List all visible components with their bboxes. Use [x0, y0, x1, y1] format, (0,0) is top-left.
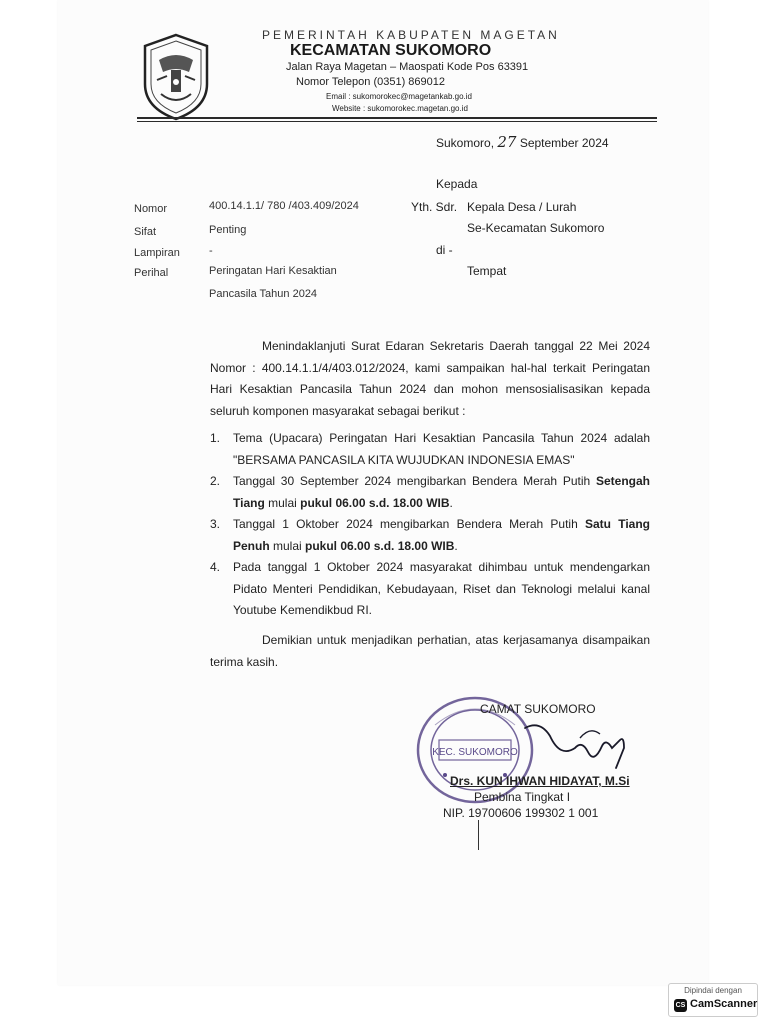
camscanner-caption: Dipindai dengan: [684, 986, 742, 995]
recipient-name: Kepala Desa / Lurah: [467, 200, 577, 214]
stamp-label: KEC. SUKOMORO: [432, 747, 518, 758]
letterhead-phone: Nomor Telepon (0351) 869012: [296, 76, 446, 88]
list-item-text: Tema (Upacara) Peringatan Hari Kesaktian Pancasila Tahun 2024 adalah "BERSAMA PANCASILA KITA WUJUDKAN INDONESIA EMAS": [233, 431, 650, 467]
list-item-emphasis: pukul 06.00 s.d. 18.00 WIB: [305, 538, 455, 553]
meta-label-lampiran: Lampiran: [134, 247, 180, 259]
meta-value-perihal-line2: Pancasila Tahun 2024: [209, 288, 318, 300]
list-item: [210, 428, 650, 471]
letterhead-office: KECAMATAN SUKOMORO: [290, 42, 492, 59]
letterhead-website: Website : sukomorokec.magetan.go.id: [332, 104, 468, 113]
recipient-di: di -: [436, 243, 453, 257]
meta-value-nomor: 400.14.1.1/ 780 /403.409/2024: [209, 200, 359, 212]
letterhead-rule-thin: [137, 121, 657, 122]
list-item-number: 1.: [210, 431, 221, 445]
meta-value-sifat: Penting: [209, 224, 247, 236]
date-day-handwritten: 27: [497, 133, 517, 151]
list-item-text: mulai: [269, 538, 306, 553]
date-month-year: September 2024: [519, 136, 609, 150]
list-item-emphasis: pukul 06.00 s.d. 18.00 WIB: [300, 495, 450, 510]
list-item-text: Tanggal 30 September 2024 mengibarkan Bendera Merah Putih: [233, 474, 596, 488]
meta-label-sifat: Sifat: [134, 226, 157, 238]
letter-date: [436, 133, 609, 151]
closing-text: Demikian untuk menjadikan perhatian, atas kerjasamanya disampaikan terima kasih.: [210, 633, 650, 669]
closing-paragraph: [210, 630, 650, 673]
signatory-name: Drs. KUN IHWAN HIDAYAT, M.Si: [450, 774, 630, 788]
meta-label-perihal: Perihal: [134, 267, 169, 279]
list-item-text: Tanggal 1 Oktober 2024 mengibarkan Bendera Merah Putih: [233, 517, 585, 531]
list-item-number: 3.: [210, 517, 221, 531]
list-item-text: mulai: [264, 495, 301, 510]
signature-pen-stroke: [478, 820, 479, 850]
recipient-place: Tempat: [467, 264, 507, 278]
list-item: [210, 557, 650, 622]
camscanner-name: CamScanner: [690, 998, 758, 1010]
list-item-text: .: [454, 538, 458, 553]
recipient-scope: Se-Kecamatan Sukomoro: [467, 221, 605, 235]
recipient-kepada: Kepada: [436, 177, 478, 191]
instruction-list: [210, 428, 650, 622]
list-item-text: Pada tanggal 1 Oktober 2024 masyarakat dihimbau untuk mendengarkan Pidato Menteri Pendidikan, Kebudayaan, Riset dan Teknologi melalui kanal Youtube Kemendikbud RI.: [233, 560, 650, 617]
date-place: Sukomoro,: [436, 136, 495, 150]
camscanner-badge: [668, 983, 758, 1017]
signatory-title: CAMAT SUKOMORO: [480, 702, 596, 716]
meta-label-nomor: Nomor: [134, 203, 168, 215]
regency-emblem-icon: [137, 32, 215, 122]
list-item: [210, 514, 650, 557]
handwritten-signature: [520, 718, 630, 778]
meta-value-perihal: Peringatan Hari Kesaktian: [209, 265, 337, 277]
intro-text: Menindaklanjuti Surat Edaran Sekretaris Daerah tanggal 22 Mei 2024 Nomor : 400.14.1.1/4/403.012/2024, kami sampaikan hal-hal terkait Peringatan Hari Kesaktian Pancasila Tahun 2024 dan mohon mensosialisasikan kepada seluruh komponen masyarakat sebagai berikut :: [210, 339, 650, 418]
camscanner-logo-icon: CS: [674, 999, 687, 1012]
recipient-yth: Yth. Sdr.: [411, 200, 458, 214]
meta-value-lampiran: -: [209, 245, 213, 257]
signatory-nip: NIP. 19700606 199302 1 001: [443, 806, 599, 820]
list-item-number: 4.: [210, 560, 221, 574]
letterhead-rule-thick: [137, 117, 657, 119]
list-item-emphasis: Satu Tiang Penuh: [233, 517, 650, 553]
letterhead-government: PEMERINTAH KABUPATEN MAGETAN: [262, 28, 560, 42]
letterhead-address: Jalan Raya Magetan – Maospati Kode Pos 63391: [286, 61, 529, 73]
list-item-number: 2.: [210, 474, 221, 488]
list-item-emphasis: Setengah Tiang: [233, 474, 650, 510]
list-item-text: .: [449, 495, 453, 510]
intro-paragraph: [210, 336, 650, 422]
letterhead-email: Email : sukomorokec@magetankab.go.id: [326, 92, 472, 101]
signatory-rank: Pembina Tingkat I: [474, 790, 571, 804]
list-item: [210, 471, 650, 514]
